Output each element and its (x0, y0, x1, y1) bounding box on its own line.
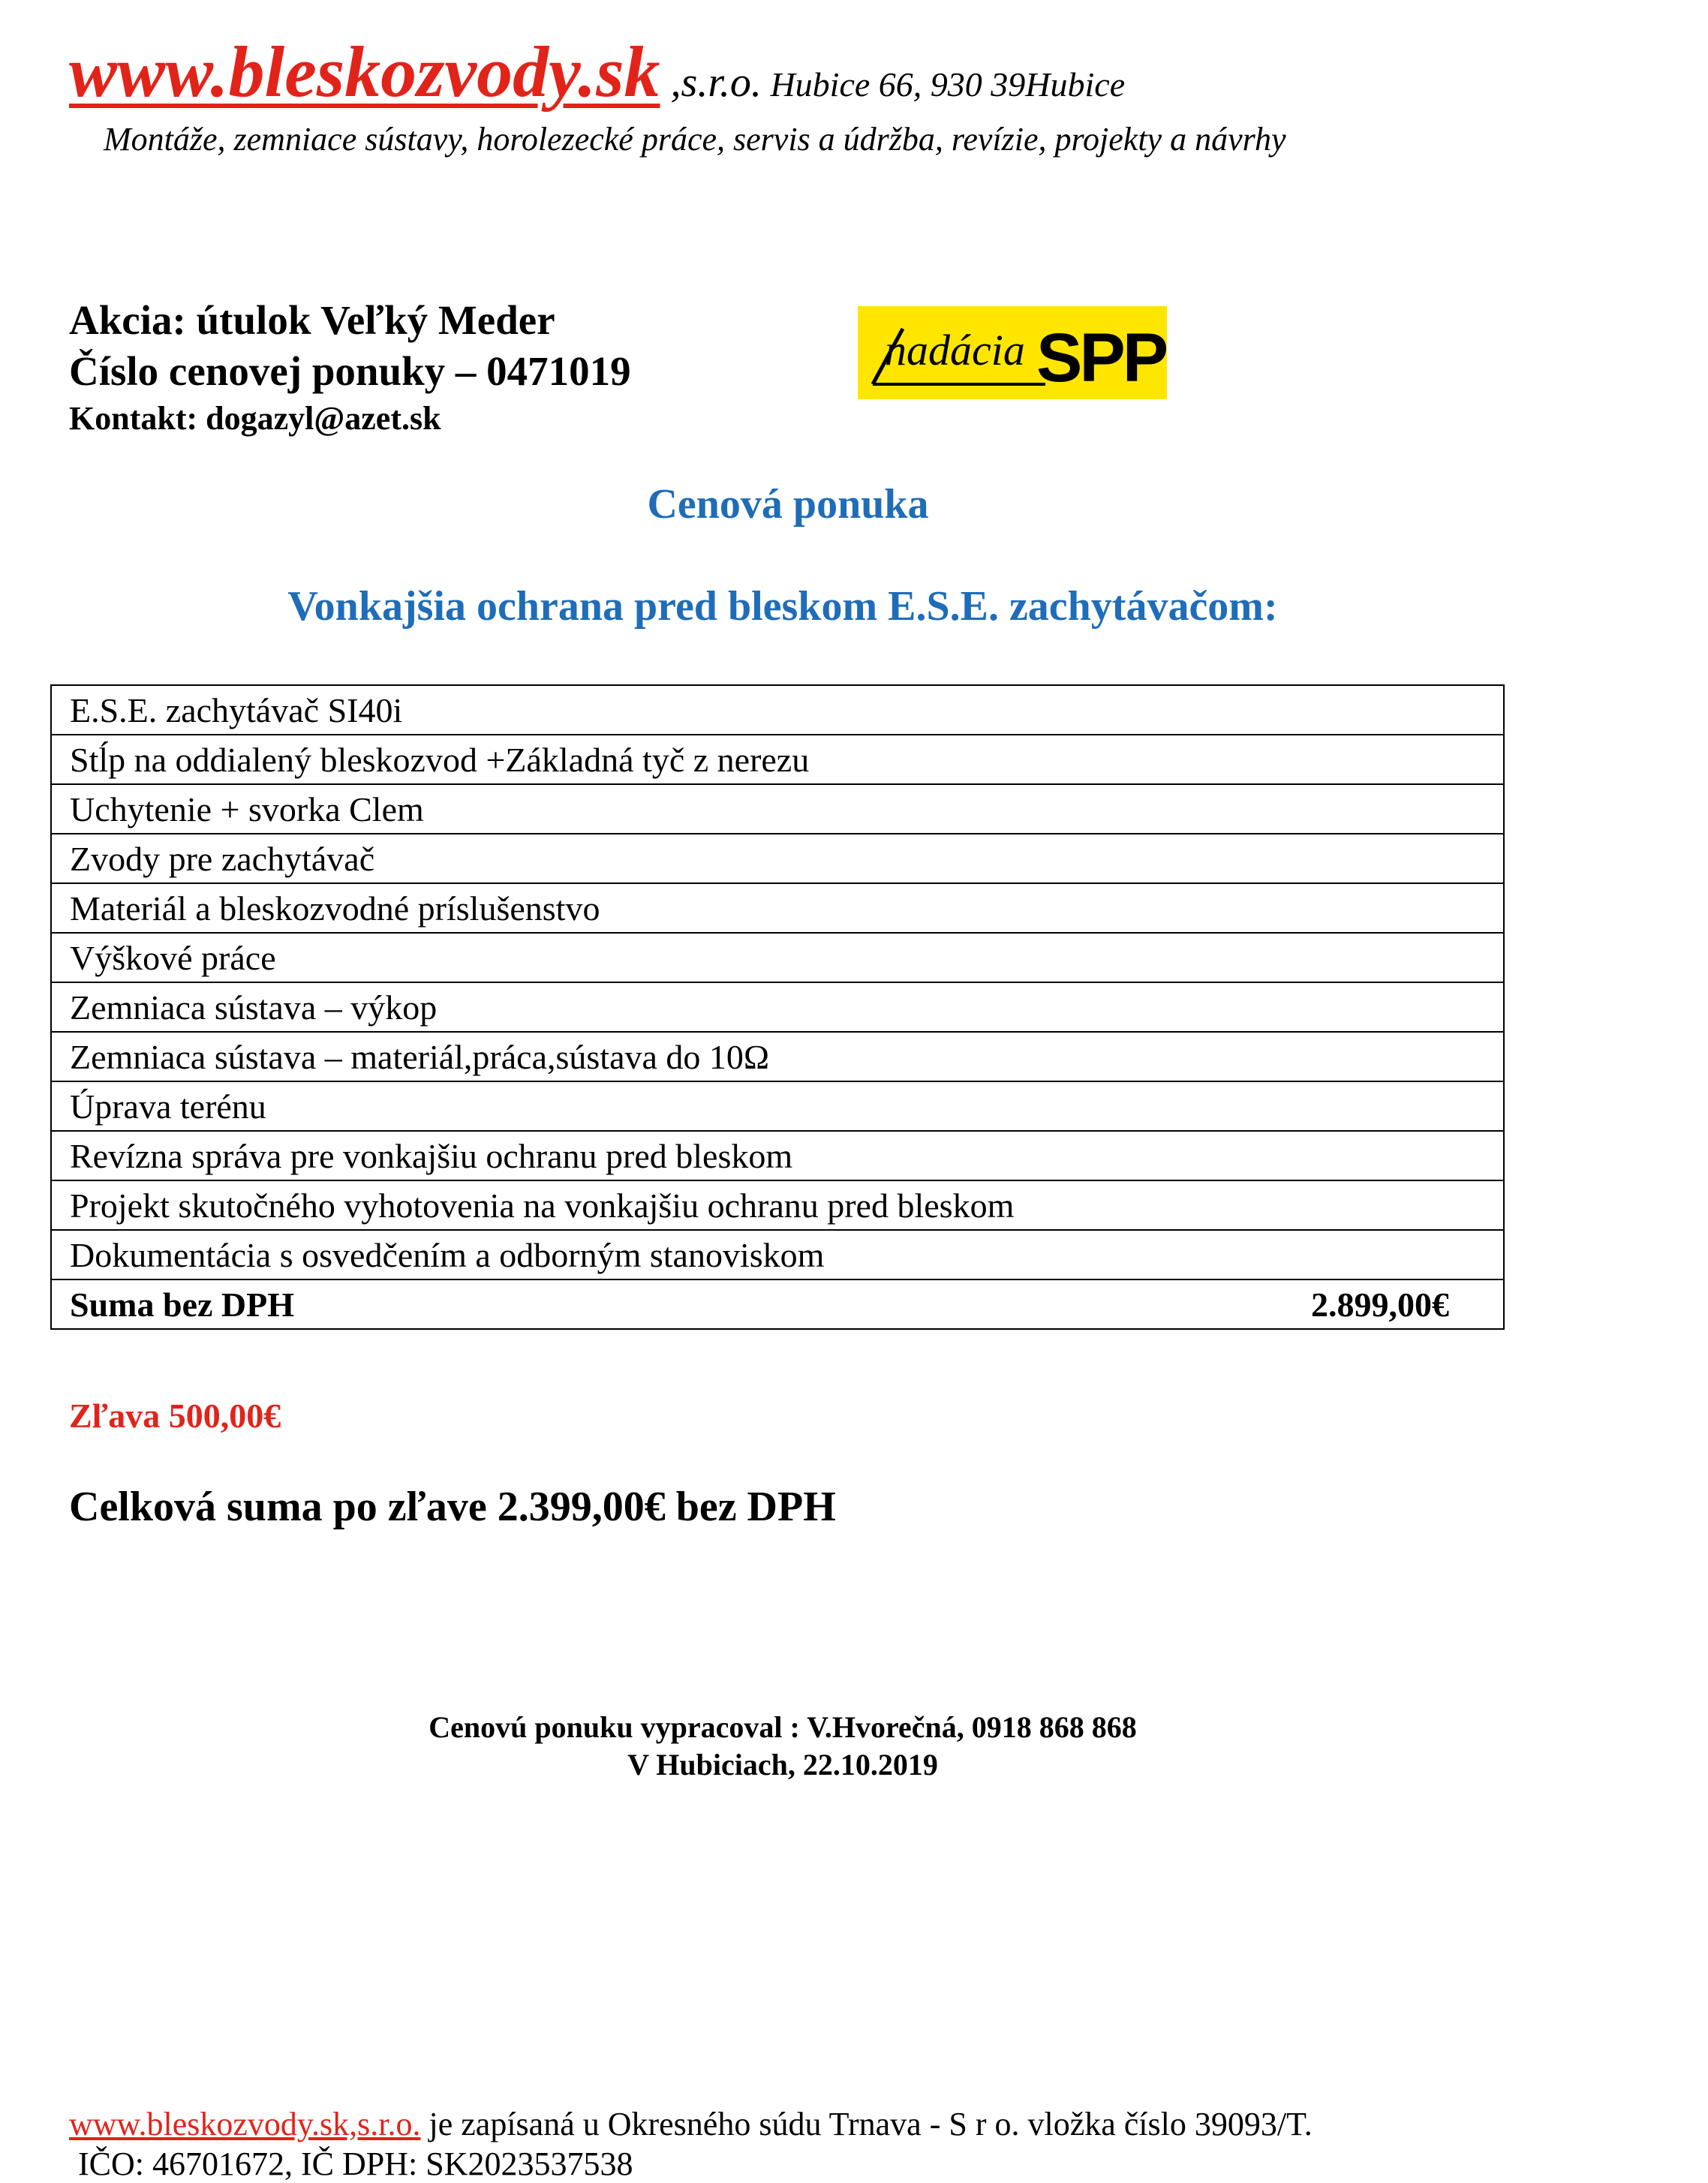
contact-email: Kontakt: dogazyl@azet.sk (69, 400, 441, 437)
items-table (50, 684, 1505, 1330)
item-cell: Zvody pre zachytávač (51, 834, 1504, 883)
table-row (51, 735, 1504, 784)
table-row (51, 1131, 1504, 1180)
total-text: Celková suma po zľave 2.399,00€ bez DPH (69, 1484, 836, 1530)
company-address: Hubice 66, 930 39Hubice (761, 65, 1126, 104)
table-row (51, 685, 1504, 735)
logo-script-text: nadácia (885, 326, 1025, 374)
footer-ids: IČO: 46701672, IČ DPH: SK2023537538 (78, 2145, 633, 2182)
item-cell: Stĺp na oddialený bleskozvod +Základná tyč z nerezu (51, 735, 1504, 784)
table-row (51, 1081, 1504, 1131)
item-cell: Zemniaca sústava – materiál,práca,sústava do 10Ω (51, 1032, 1504, 1081)
section-heading: Vonkajšia ochrana pred bleskom E.S.E. zachytávačom: (287, 583, 1278, 630)
table-row (51, 1180, 1504, 1230)
company-legal-suffix: ,s.r.o. (660, 59, 762, 106)
sum-value: 2.899,00€ (1311, 1285, 1449, 1324)
item-cell: Výškové práce (51, 933, 1504, 982)
footer-registration (69, 2105, 1313, 2143)
nadacia-spp-logo (858, 306, 1167, 399)
item-cell: Projekt skutočného vyhotovenia na vonkajšiu ochranu pred bleskom (51, 1180, 1504, 1230)
sum-label: Suma bez DPH (70, 1285, 294, 1324)
quote-number: Číslo cenovej ponuky – 0471019 (69, 348, 631, 394)
item-cell: Zemniaca sústava – výkop (51, 982, 1504, 1032)
item-cell: Úprava terénu (51, 1081, 1504, 1131)
table-row (51, 933, 1504, 982)
table-row (51, 883, 1504, 933)
table-row (51, 1230, 1504, 1279)
document-title: Cenová ponuka (647, 481, 929, 528)
logo-brand-text: SPP (1036, 320, 1166, 396)
table-row (51, 784, 1504, 834)
footer-website-link[interactable]: www.bleskozvody.sk,s.r.o. (69, 2106, 421, 2142)
table-row (51, 982, 1504, 1032)
item-cell: E.S.E. zachytávač SI40i (51, 685, 1504, 735)
item-cell: Materiál a bleskozvodné príslušenstvo (51, 883, 1504, 933)
table-row (51, 1032, 1504, 1081)
item-cell: Dokumentácia s osvedčením a odborným stanoviskom (51, 1230, 1504, 1279)
table-row (51, 834, 1504, 883)
discount-text: Zľava 500,00€ (69, 1397, 281, 1435)
place-date: V Hubiciach, 22.10.2019 (627, 1748, 938, 1782)
sum-row (51, 1279, 1504, 1329)
item-cell: Revízna správa pre vonkajšiu ochranu pred bleskom (51, 1131, 1504, 1180)
sum-cell (51, 1279, 1504, 1329)
company-header (69, 30, 1125, 113)
company-website-link[interactable]: www.bleskozvody.sk (69, 32, 660, 112)
offer-action: Akcia: útulok Veľký Meder (69, 297, 555, 343)
prepared-by: Cenovú ponuku vypracoval : V.Hvorečná, 0918 868 868 (429, 1710, 1137, 1744)
company-tagline: Montáže, zemniace sústavy, horolezecké práce, servis a údržba, revízie, projekty a návrhy (104, 121, 1286, 158)
item-cell: Uchytenie + svorka Clem (51, 784, 1504, 834)
footer-registration-text: je zapísaná u Okresného súdu Trnava - S r o. vložka číslo 39093/T. (420, 2106, 1313, 2142)
